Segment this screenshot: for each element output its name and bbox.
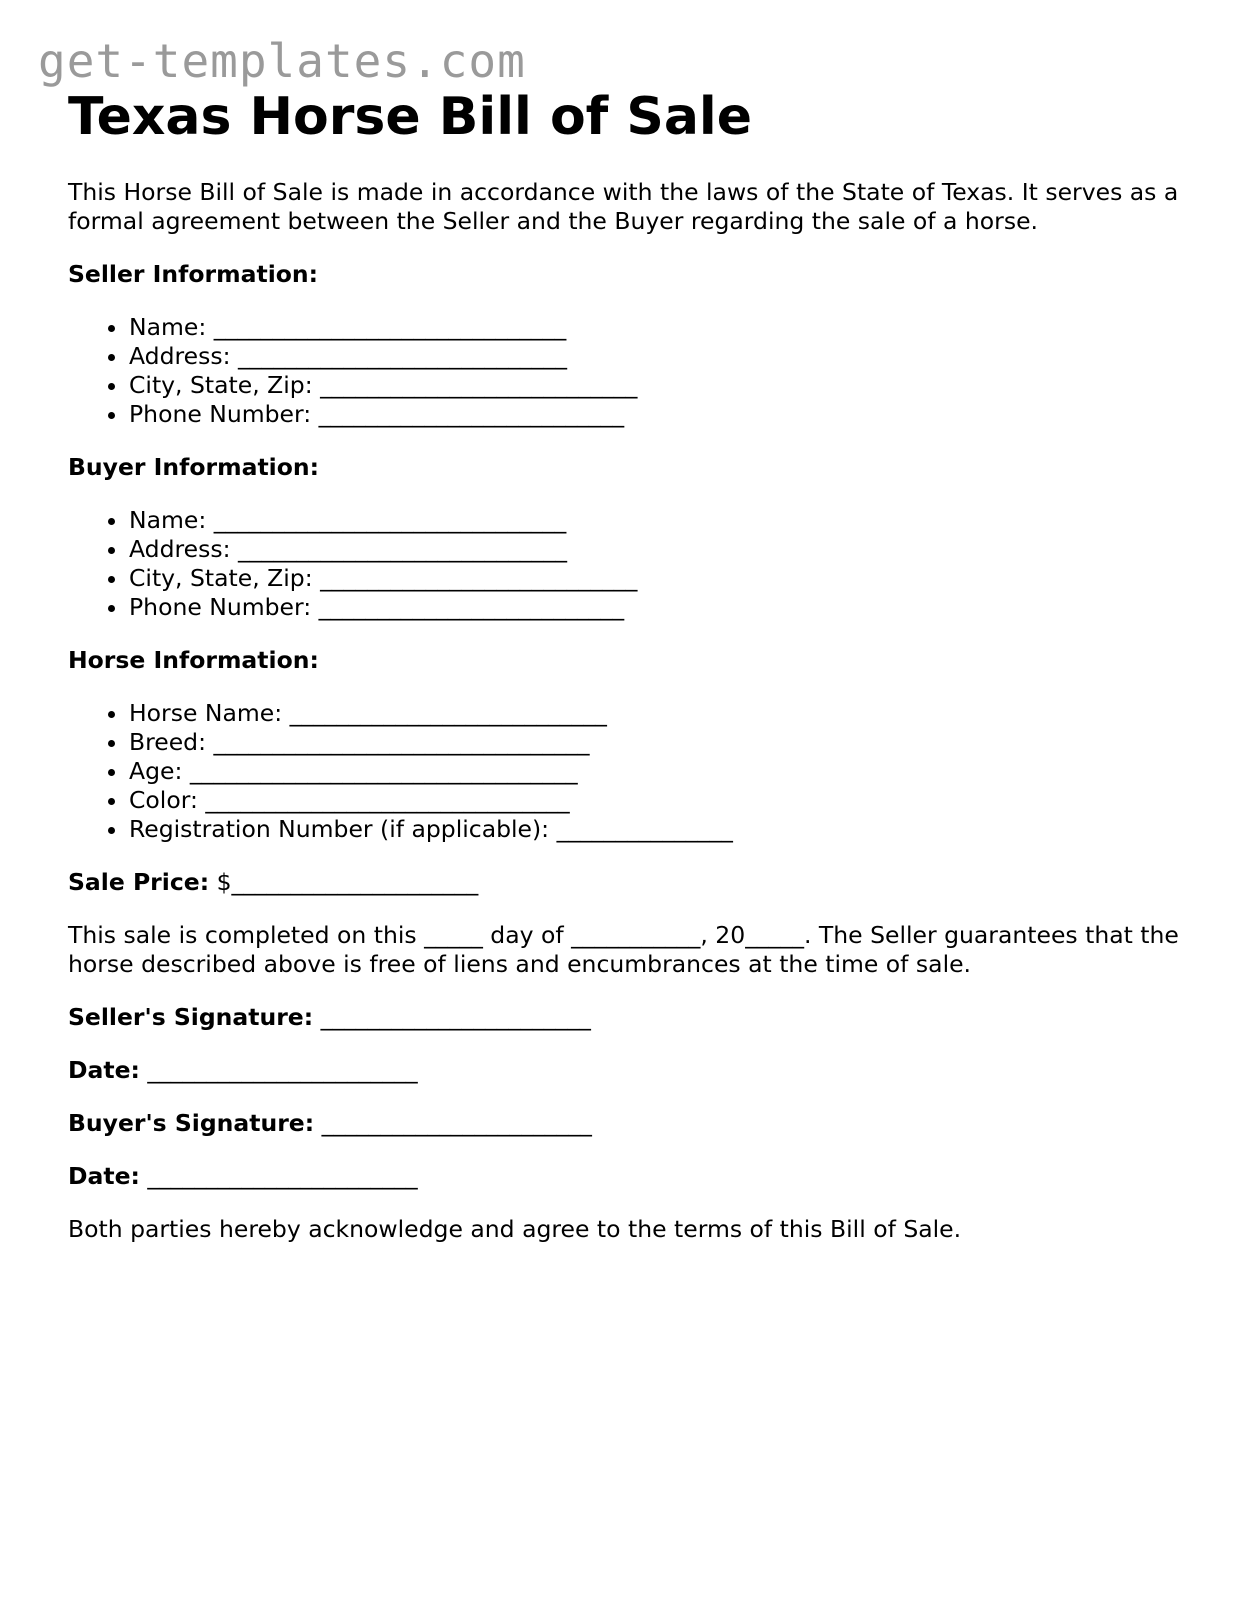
horse-info-list <box>68 699 1188 844</box>
buyer-info-heading: Buyer Information: <box>68 453 320 481</box>
intro-paragraph: This Horse Bill of Sale is made in accordance with the laws of the State of Texas. It serves as a formal agreement between the Seller and the Buyer regarding the sale of a horse. <box>68 178 1179 235</box>
buyer-address-field[interactable]: • Address: ____________________________ <box>129 535 1188 564</box>
horse-registration-field[interactable]: • Registration Number (if applicable): _______________ <box>129 815 1188 844</box>
document-body <box>68 86 1188 1244</box>
buyer-city-state-zip-field[interactable]: • City, State, Zip: ___________________________ <box>129 564 1188 593</box>
buyer-date-label: Date: <box>68 1162 140 1190</box>
seller-signature-field[interactable]: _______________________ <box>320 1003 591 1031</box>
sale-price-label: Sale Price: <box>68 868 210 896</box>
buyer-info-list <box>68 506 1188 622</box>
buyer-date-row <box>68 1162 1188 1191</box>
buyer-signature-row <box>68 1109 1188 1138</box>
seller-phone-field[interactable]: • Phone Number: __________________________ <box>129 400 1188 429</box>
seller-address-field[interactable]: • Address: ____________________________ <box>129 342 1188 371</box>
completion-paragraph: This sale is completed on this _____ day of ___________, 20_____. The Seller guarantees that the horse described above is free of liens and encumbrances at the time of sale. <box>68 921 1179 978</box>
horse-color-field[interactable]: • Color: _______________________________ <box>129 786 1188 815</box>
buyer-name-field[interactable]: • Name: ______________________________ <box>129 506 1188 535</box>
buyer-date-field[interactable]: _______________________ <box>147 1162 418 1190</box>
seller-signature-label: Seller's Signature: <box>68 1003 314 1031</box>
seller-signature-row <box>68 1003 1188 1032</box>
horse-age-field[interactable]: • Age: _________________________________ <box>129 757 1188 786</box>
seller-date-field[interactable]: _______________________ <box>147 1056 418 1084</box>
seller-name-field[interactable]: • Name: ______________________________ <box>129 313 1188 342</box>
seller-date-row <box>68 1056 1188 1085</box>
buyer-signature-label: Buyer's Signature: <box>68 1109 315 1137</box>
buyer-signature-field[interactable]: _______________________ <box>321 1109 592 1137</box>
horse-name-field[interactable]: • Horse Name: ___________________________ <box>129 699 1188 728</box>
seller-info-heading: Seller Information: <box>68 260 319 288</box>
seller-city-state-zip-field[interactable]: • City, State, Zip: ___________________________ <box>129 371 1188 400</box>
buyer-phone-field[interactable]: • Phone Number: __________________________ <box>129 593 1188 622</box>
horse-info-heading: Horse Information: <box>68 646 319 674</box>
sale-price-row <box>68 868 1188 897</box>
sale-price-field[interactable]: $_____________________ <box>216 868 479 896</box>
closing-statement: Both parties hereby acknowledge and agree to the terms of this Bill of Sale. <box>68 1215 962 1243</box>
watermark: get-templates.com <box>38 34 526 88</box>
page-title: Texas Horse Bill of Sale <box>68 87 753 147</box>
horse-breed-field[interactable]: • Breed: ________________________________ <box>129 728 1188 757</box>
seller-info-list <box>68 313 1188 429</box>
seller-date-label: Date: <box>68 1056 140 1084</box>
